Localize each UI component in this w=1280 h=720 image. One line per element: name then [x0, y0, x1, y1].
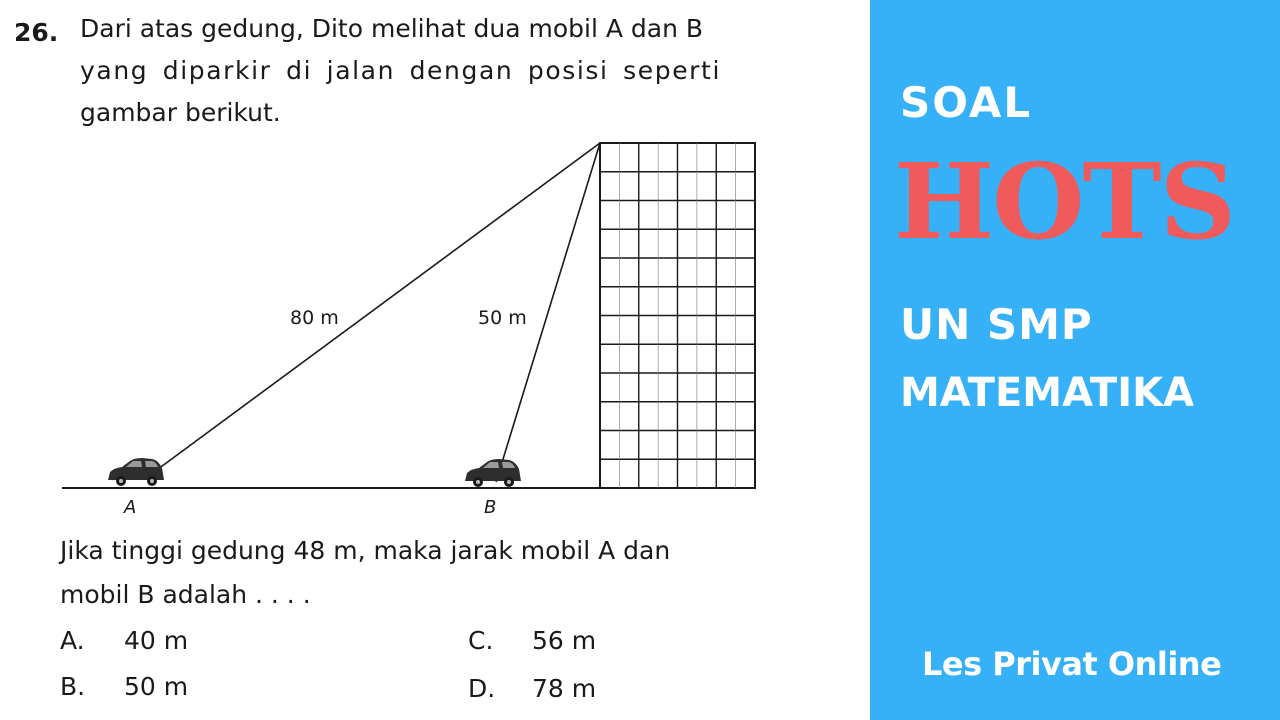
question-line-2: yang diparkir di jalan dengan posisi seperti	[80, 56, 722, 85]
car-a	[108, 458, 164, 486]
banner-les-privat: Les Privat Online	[922, 645, 1222, 683]
option-value: 50 m	[124, 672, 189, 701]
sight-line-a	[150, 143, 600, 475]
question-ask-line-2: mobil B adalah . . . .	[60, 580, 311, 609]
banner-matematika: MATEMATIKA	[900, 370, 1195, 416]
option-value: 78 m	[532, 674, 597, 703]
distance-label-80: 80 m	[290, 307, 339, 329]
question-line-3: gambar berikut.	[80, 98, 281, 127]
option-value: 56 m	[532, 626, 597, 655]
option-letter: D.	[468, 674, 496, 703]
option-a[interactable]	[60, 626, 188, 655]
question-line-1: Dari atas gedung, Dito melihat dua mobil A dan B	[80, 14, 704, 43]
option-letter: A.	[60, 626, 85, 655]
option-c[interactable]	[468, 626, 596, 655]
distance-label-50: 50 m	[478, 307, 527, 329]
option-letter: B.	[60, 672, 86, 701]
car-b	[465, 459, 521, 487]
point-label-a: A	[124, 497, 137, 518]
option-value: 40 m	[124, 626, 189, 655]
option-letter: C.	[468, 626, 494, 655]
banner-hots: HOTS	[894, 140, 1235, 263]
point-label-b: B	[484, 497, 497, 518]
banner-un-smp: UN SMP	[900, 300, 1093, 349]
title-banner	[870, 0, 1280, 720]
option-d[interactable]	[468, 674, 596, 703]
question-number: 26.	[14, 18, 59, 47]
building	[600, 143, 755, 488]
question-ask-line-1: Jika tinggi gedung 48 m, maka jarak mobil A dan	[60, 536, 671, 565]
option-b[interactable]	[60, 672, 188, 701]
banner-soal: SOAL	[900, 78, 1033, 127]
